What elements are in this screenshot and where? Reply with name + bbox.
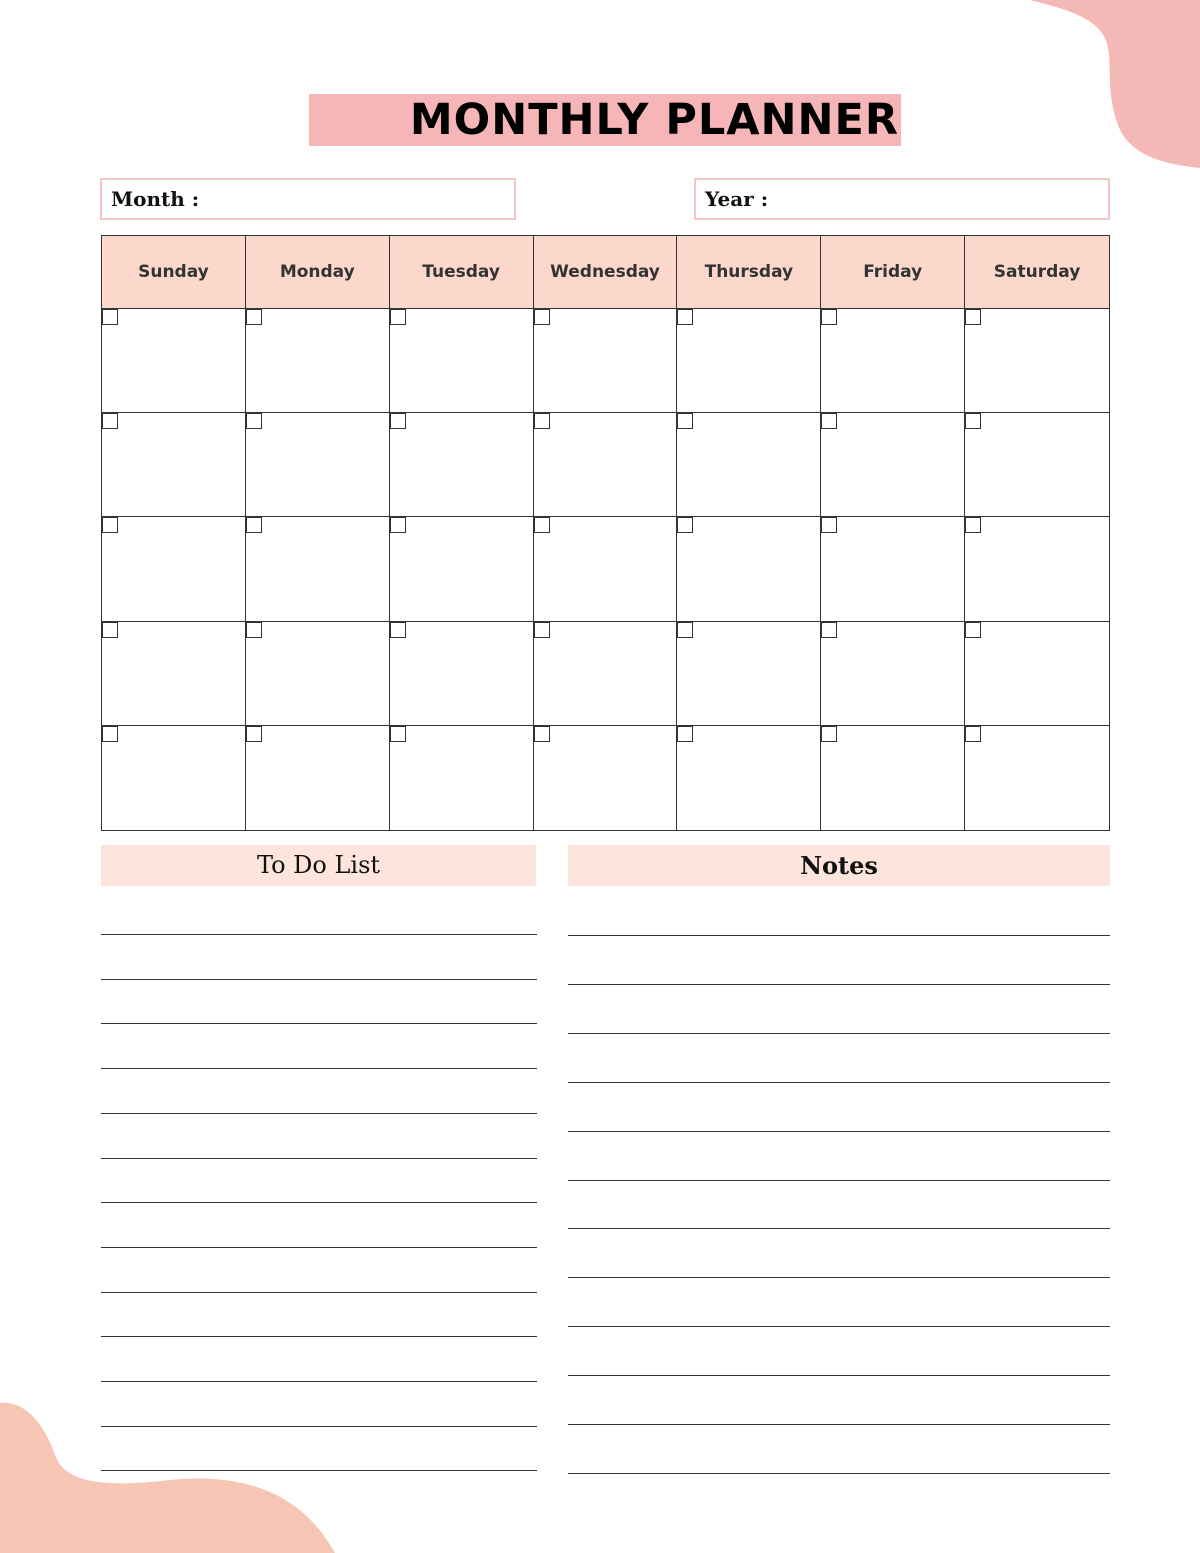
calendar-cell[interactable] — [390, 622, 534, 726]
day-checkbox[interactable] — [390, 413, 406, 429]
notes-line[interactable] — [568, 1424, 1110, 1425]
notes-line[interactable] — [568, 1180, 1110, 1181]
day-checkbox[interactable] — [390, 517, 406, 533]
day-checkbox[interactable] — [965, 622, 981, 638]
calendar-cell[interactable] — [677, 726, 821, 830]
todo-line[interactable] — [101, 1336, 537, 1337]
notes-line[interactable] — [568, 1326, 1110, 1327]
day-checkbox[interactable] — [102, 726, 118, 742]
calendar-cell[interactable] — [677, 413, 821, 517]
todo-list-header: To Do List — [101, 845, 536, 886]
day-header-monday: Monday — [246, 236, 390, 309]
calendar-cell[interactable] — [102, 622, 246, 726]
notes-line[interactable] — [568, 935, 1110, 936]
day-checkbox[interactable] — [390, 309, 406, 325]
day-checkbox[interactable] — [102, 622, 118, 638]
calendar-grid — [101, 235, 1110, 831]
day-header-saturday: Saturday — [965, 236, 1109, 309]
calendar-cell[interactable] — [534, 309, 678, 413]
calendar-cell[interactable] — [246, 309, 390, 413]
calendar-cell[interactable] — [246, 413, 390, 517]
year-label: Year : — [705, 187, 769, 211]
calendar-cell[interactable] — [390, 309, 534, 413]
day-header-friday: Friday — [821, 236, 965, 309]
calendar-cell[interactable] — [821, 726, 965, 830]
notes-line[interactable] — [568, 984, 1110, 985]
notes-line[interactable] — [568, 1228, 1110, 1229]
notes-line[interactable] — [568, 1277, 1110, 1278]
day-header-wednesday: Wednesday — [534, 236, 678, 309]
calendar-cell[interactable] — [965, 413, 1109, 517]
day-checkbox[interactable] — [677, 622, 693, 638]
day-checkbox[interactable] — [534, 517, 550, 533]
day-header-tuesday: Tuesday — [390, 236, 534, 309]
calendar-cell[interactable] — [390, 517, 534, 621]
calendar-cell[interactable] — [246, 726, 390, 830]
day-checkbox[interactable] — [677, 413, 693, 429]
day-checkbox[interactable] — [821, 413, 837, 429]
day-checkbox[interactable] — [246, 622, 262, 638]
notes-line[interactable] — [568, 1082, 1110, 1083]
calendar-cell[interactable] — [534, 413, 678, 517]
day-checkbox[interactable] — [821, 517, 837, 533]
calendar-cell[interactable] — [534, 517, 678, 621]
day-checkbox[interactable] — [965, 413, 981, 429]
calendar-cell[interactable] — [965, 622, 1109, 726]
calendar-cell[interactable] — [821, 622, 965, 726]
day-checkbox[interactable] — [534, 413, 550, 429]
day-checkbox[interactable] — [534, 622, 550, 638]
todo-line[interactable] — [101, 1023, 537, 1024]
month-field[interactable] — [100, 178, 516, 220]
page-title: MONTHLY PLANNER — [409, 95, 899, 145]
todo-line[interactable] — [101, 1426, 537, 1427]
notes-header: Notes — [568, 845, 1110, 886]
day-checkbox[interactable] — [534, 726, 550, 742]
day-checkbox[interactable] — [821, 726, 837, 742]
day-header-thursday: Thursday — [677, 236, 821, 309]
todo-line[interactable] — [101, 1381, 537, 1382]
calendar-cell[interactable] — [965, 726, 1109, 830]
calendar-cell[interactable] — [102, 726, 246, 830]
day-header-sunday: Sunday — [102, 236, 246, 309]
todo-line[interactable] — [101, 1068, 537, 1069]
day-checkbox[interactable] — [965, 517, 981, 533]
todo-line[interactable] — [101, 1247, 537, 1248]
calendar-cell[interactable] — [965, 517, 1109, 621]
todo-line[interactable] — [101, 979, 537, 980]
notes-line[interactable] — [568, 1473, 1110, 1474]
day-checkbox[interactable] — [965, 309, 981, 325]
day-checkbox[interactable] — [246, 726, 262, 742]
calendar-cell[interactable] — [246, 517, 390, 621]
day-checkbox[interactable] — [246, 413, 262, 429]
calendar-cell[interactable] — [102, 309, 246, 413]
calendar-cell[interactable] — [677, 309, 821, 413]
calendar-cell[interactable] — [965, 309, 1109, 413]
todo-line[interactable] — [101, 1202, 537, 1203]
calendar-cell[interactable] — [677, 517, 821, 621]
todo-line[interactable] — [101, 1113, 537, 1114]
calendar-cell[interactable] — [390, 726, 534, 830]
calendar-cell[interactable] — [821, 413, 965, 517]
day-checkbox[interactable] — [102, 517, 118, 533]
day-checkbox[interactable] — [246, 517, 262, 533]
todo-line[interactable] — [101, 1470, 537, 1471]
decorative-blob-top-right — [1020, 0, 1200, 170]
calendar-cell[interactable] — [534, 726, 678, 830]
calendar-cell[interactable] — [821, 517, 965, 621]
day-checkbox[interactable] — [102, 413, 118, 429]
year-field[interactable] — [694, 178, 1110, 220]
day-checkbox[interactable] — [102, 309, 118, 325]
day-checkbox[interactable] — [534, 309, 550, 325]
notes-line[interactable] — [568, 1375, 1110, 1376]
day-checkbox[interactable] — [390, 726, 406, 742]
day-checkbox[interactable] — [821, 309, 837, 325]
calendar-cell[interactable] — [246, 622, 390, 726]
notes-line[interactable] — [568, 1131, 1110, 1132]
calendar-cell[interactable] — [102, 413, 246, 517]
calendar-cell[interactable] — [102, 517, 246, 621]
day-checkbox[interactable] — [677, 309, 693, 325]
month-label: Month : — [111, 187, 200, 211]
day-checkbox[interactable] — [821, 622, 837, 638]
day-checkbox[interactable] — [677, 517, 693, 533]
calendar-cell[interactable] — [677, 622, 821, 726]
calendar-cell[interactable] — [821, 309, 965, 413]
day-checkbox[interactable] — [246, 309, 262, 325]
notes-line[interactable] — [568, 1033, 1110, 1034]
day-checkbox[interactable] — [965, 726, 981, 742]
calendar-cell[interactable] — [390, 413, 534, 517]
calendar-cell[interactable] — [534, 622, 678, 726]
decorative-blob-bottom-left — [0, 1395, 340, 1553]
day-checkbox[interactable] — [677, 726, 693, 742]
todo-line[interactable] — [101, 934, 537, 935]
todo-line[interactable] — [101, 1292, 537, 1293]
day-checkbox[interactable] — [390, 622, 406, 638]
todo-line[interactable] — [101, 1158, 537, 1159]
